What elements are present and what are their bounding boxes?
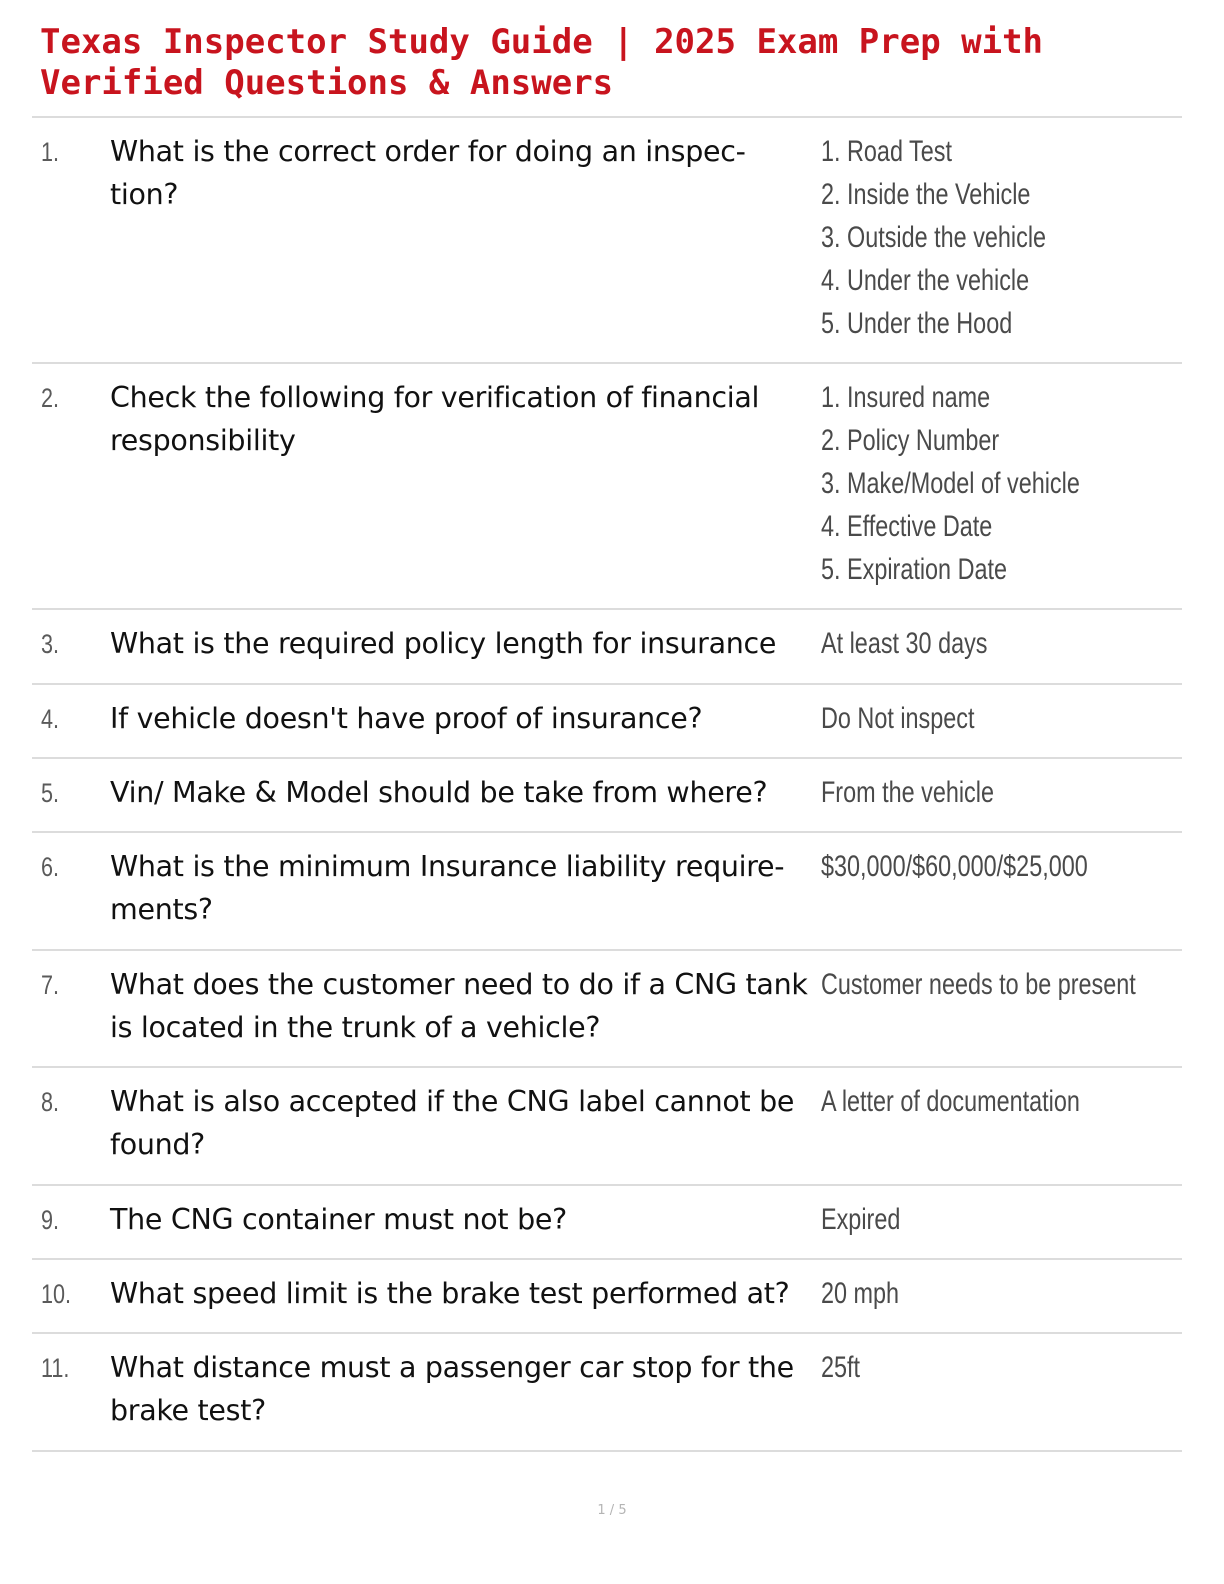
- question-text: What is the minimum Insurance liability require- ments?: [110, 850, 785, 926]
- qa-row-4: [32, 685, 1182, 759]
- answer-line: $30,000/$60,000/$25,000: [821, 850, 1088, 883]
- answer-line: 4. Effective Date: [821, 510, 993, 543]
- qa-row-8: [32, 1068, 1182, 1186]
- document-title: Texas Inspector Study Guide | 2025 Exam Prep with Verified Questions & Answers: [40, 22, 1044, 103]
- answer-line: 20 mph: [821, 1277, 900, 1310]
- qa-row-9: [32, 1186, 1182, 1260]
- answer-line: At least 30 days: [821, 627, 988, 660]
- question-number: 2.: [41, 383, 60, 413]
- question-text: Check the following for verification of financial responsibility: [110, 381, 760, 457]
- question-number: 9.: [41, 1205, 60, 1235]
- answer-line: 3. Make/Model of vehicle: [821, 467, 1080, 500]
- answer-line: From the vehicle: [821, 776, 994, 809]
- answer-line: 5. Expiration Date: [821, 553, 1008, 586]
- qa-row-6: [32, 833, 1182, 951]
- answer-line: 3. Outside the vehicle: [821, 221, 1047, 254]
- question-text: The CNG container must not be?: [110, 1203, 567, 1236]
- qa-row-3: [32, 610, 1182, 685]
- qa-list: [32, 118, 1182, 1452]
- answer-line: 25ft: [821, 1351, 861, 1384]
- answer-text: [821, 845, 1102, 888]
- answer-text: [821, 622, 1102, 665]
- answer-text: [821, 1080, 1102, 1123]
- question-number: 4.: [41, 704, 60, 734]
- answer-line: 2. Policy Number: [821, 424, 1000, 457]
- answer-line: Customer needs to be present: [821, 968, 1136, 1001]
- question-number: 5.: [41, 778, 60, 808]
- answer-line: 1. Road Test: [821, 135, 952, 168]
- answer-text: [821, 376, 1102, 591]
- question-number: 6.: [41, 852, 60, 882]
- answer-line: 2. Inside the Vehicle: [821, 178, 1031, 211]
- qa-row-11: [32, 1334, 1182, 1452]
- question-text: If vehicle doesn't have proof of insurance?: [110, 702, 703, 735]
- answer-text: [821, 1198, 1102, 1241]
- answer-line: 4. Under the vehicle: [821, 264, 1030, 297]
- answer-text: [821, 771, 1102, 814]
- answer-line: 1. Insured name: [821, 381, 991, 414]
- answer-text: [821, 1346, 1102, 1389]
- question-number: 7.: [41, 970, 60, 1000]
- answer-text: [821, 130, 1102, 345]
- answer-line: Expired: [821, 1203, 901, 1236]
- page-number: 1 / 5: [597, 1503, 627, 1518]
- question-text: What distance must a passenger car stop for the brake test?: [110, 1351, 794, 1427]
- question-number: 1.: [41, 137, 60, 167]
- answer-line: Do Not inspect: [821, 702, 975, 735]
- qa-row-7: [32, 951, 1182, 1068]
- answer-line: A letter of documentation: [821, 1085, 1080, 1118]
- question-text: What is the correct order for doing an inspec- tion?: [110, 135, 746, 211]
- question-text: What does the customer need to do if a CNG tank is located in the trunk of a vehicle?: [110, 968, 808, 1044]
- answer-line: 5. Under the Hood: [821, 307, 1013, 340]
- question-text: What is also accepted if the CNG label cannot be found?: [110, 1085, 795, 1161]
- question-number: 10.: [41, 1279, 72, 1309]
- qa-row-2: [32, 364, 1182, 610]
- qa-row-1: [32, 118, 1182, 364]
- question-text: Vin/ Make & Model should be take from where?: [110, 776, 768, 809]
- question-number: 11.: [41, 1353, 70, 1383]
- answer-text: [821, 697, 1102, 740]
- qa-row-5: [32, 759, 1182, 833]
- qa-row-10: [32, 1260, 1182, 1334]
- question-number: 3.: [41, 629, 60, 659]
- answer-text: [821, 1272, 1102, 1315]
- question-text: What is the required policy length for insurance: [110, 627, 777, 660]
- question-text: What speed limit is the brake test performed at?: [110, 1277, 790, 1310]
- question-number: 8.: [41, 1087, 60, 1117]
- answer-text: [821, 963, 1136, 1006]
